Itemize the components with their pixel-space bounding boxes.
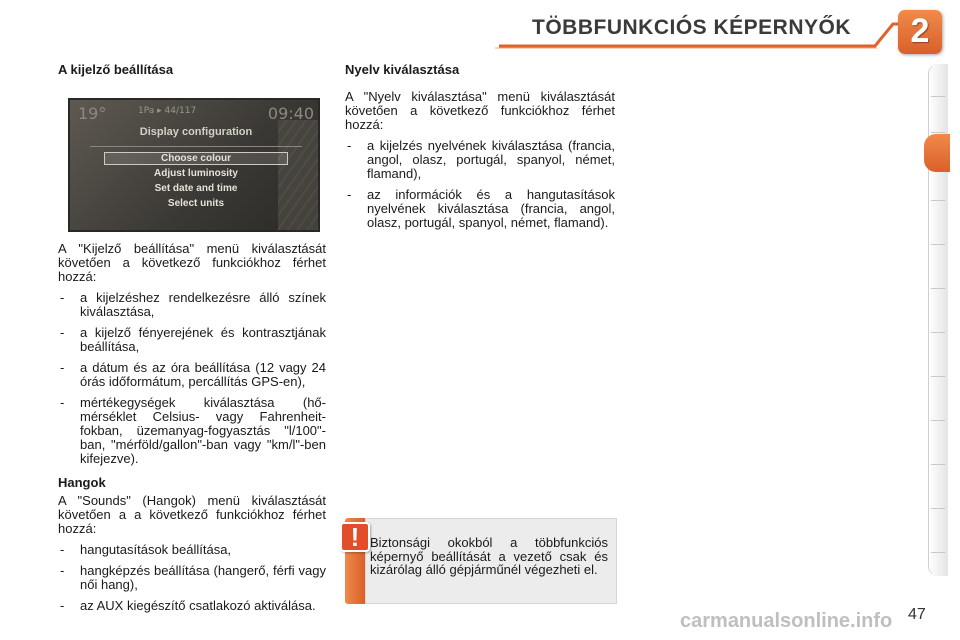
list-item-text: az AUX kiegészítő csatlakozó aktiválása. <box>80 598 316 613</box>
chapter-number: 2 <box>910 12 930 50</box>
list-item: - hangutasítások beállítása, <box>60 542 232 557</box>
display-screen-photo <box>68 98 320 232</box>
screen-divider <box>90 146 302 147</box>
tab-divider <box>931 508 945 509</box>
screen-menu-item: Choose colour <box>160 153 231 164</box>
list-item: - a dátum és az óra beállítása (12 vagy 24 órás időformátum, percállítás GPS-en), <box>60 360 326 389</box>
list-item-text: a dátum és az óra beállítása (12 vagy 24 órás időformátum, percállítás GPS-en), <box>80 360 326 389</box>
left-column <box>58 242 326 613</box>
screen-menu-item: Set date and time <box>154 183 238 194</box>
tab-divider <box>931 244 945 245</box>
sounds-intro: A "Sounds" (Hangok) menü kiválasztását követően a a következő funkciókhoz férhet hozzá: <box>58 493 326 536</box>
temperature-readout: 19° <box>78 104 107 123</box>
list-item-text: hangképzés beállítása (hangerő, férfi vagy női hang), <box>80 563 326 592</box>
watermark: carmanualsonline.info <box>680 610 893 632</box>
status-info: 1Pa ▸ 44/117 <box>138 106 197 116</box>
tab-divider <box>931 376 945 377</box>
chapter-badge <box>898 10 942 54</box>
list-item-text: hangutasítások beállítása, <box>80 542 232 557</box>
tab-divider <box>931 464 945 465</box>
list-item: - a kijelzés nyelvének kiválasztása (francia, angol, olasz, portugál, spanyol, német, flamand), <box>347 138 615 181</box>
list-item-text: a kijelzés nyelvének kiválasztása (francia, angol, olasz, portugál, spanyol, német, flamand), <box>367 138 615 181</box>
list-item: - mértékegységek kiválasztása (hőmérséklet Celsius- vagy Fahrenheit-fokban, üzemanyag-fogyasztás "l/100"-ban, "mérföld/gallon"-ban vagy "km/l"-ben kifejezve). <box>60 395 326 466</box>
warning-text: Biztonsági okokból a többfunkciós képernyő beállítását a vezető csak és kizárólag álló gépjárműnél végezheti el. <box>370 535 608 577</box>
tab-divider <box>931 288 945 289</box>
list-item-text: az információk és a hangutasítások nyelvének kiválasztása (francia, angol, olasz, portugál, spanyol, német, flamand). <box>367 187 615 230</box>
right-column <box>345 63 615 230</box>
screen-menu-item: Select units <box>167 198 225 209</box>
clock-readout: 09:40 <box>267 104 314 123</box>
page-number: 47 <box>908 606 926 623</box>
list-item: - a kijelzéshez rendelkezésre álló színek kiválasztása, <box>60 290 326 319</box>
language-intro: A "Nyelv kiválasztása" menü kiválasztását követően a következő funkciókhoz férhet hozzá: <box>345 89 615 132</box>
section-heading-language: Nyelv kiválasztása <box>345 62 460 77</box>
screen-menu-title: Display configuration <box>139 126 253 138</box>
list-item: - az információk és a hangutasítások nyelvének kiválasztása (francia, angol, olasz, portugál, spanyol, német, flamand). <box>347 187 615 230</box>
section-heading-display: A kijelző beállítása <box>58 62 174 77</box>
tab-divider <box>931 420 945 421</box>
list-item-text: mértékegységek kiválasztása (hőmérséklet Celsius- vagy Fahrenheit-fokban, üzemanyag-fogyasztás "l/100"-ban, "mérföld/gallon"-ban vagy "km/l"-ben kifejezve). <box>80 395 326 466</box>
display-intro: A "Kijelző beállítása" menü kiválasztását követően a következő funkciókhoz férhet hozzá: <box>58 241 326 284</box>
tab-divider <box>931 132 945 133</box>
list-item-text: a kijelző fényerejének és kontrasztjának beállítása, <box>80 325 326 354</box>
screen-menu-item: Adjust luminosity <box>154 168 238 179</box>
tab-divider <box>931 332 945 333</box>
list-item: - a kijelző fényerejének és kontrasztjának beállítása, <box>60 325 326 354</box>
tab-divider <box>931 96 945 97</box>
screen-status-bar <box>76 102 316 122</box>
list-item: - hangképzés beállítása (hangerő, férfi vagy női hang), <box>60 563 326 592</box>
section-heading-sounds: Hangok <box>58 475 106 490</box>
list-item: - az AUX kiegészítő csatlakozó aktiválása. <box>60 598 316 613</box>
chapter-tab-active[interactable] <box>924 134 950 172</box>
page-title: TÖBBFUNKCIÓS KÉPERNYŐK <box>532 16 852 39</box>
tab-divider <box>931 200 945 201</box>
list-item-text: a kijelzéshez rendelkezésre álló színek kiválasztása, <box>80 290 326 319</box>
warning-icon: ! <box>340 522 370 552</box>
tab-divider <box>931 552 945 553</box>
